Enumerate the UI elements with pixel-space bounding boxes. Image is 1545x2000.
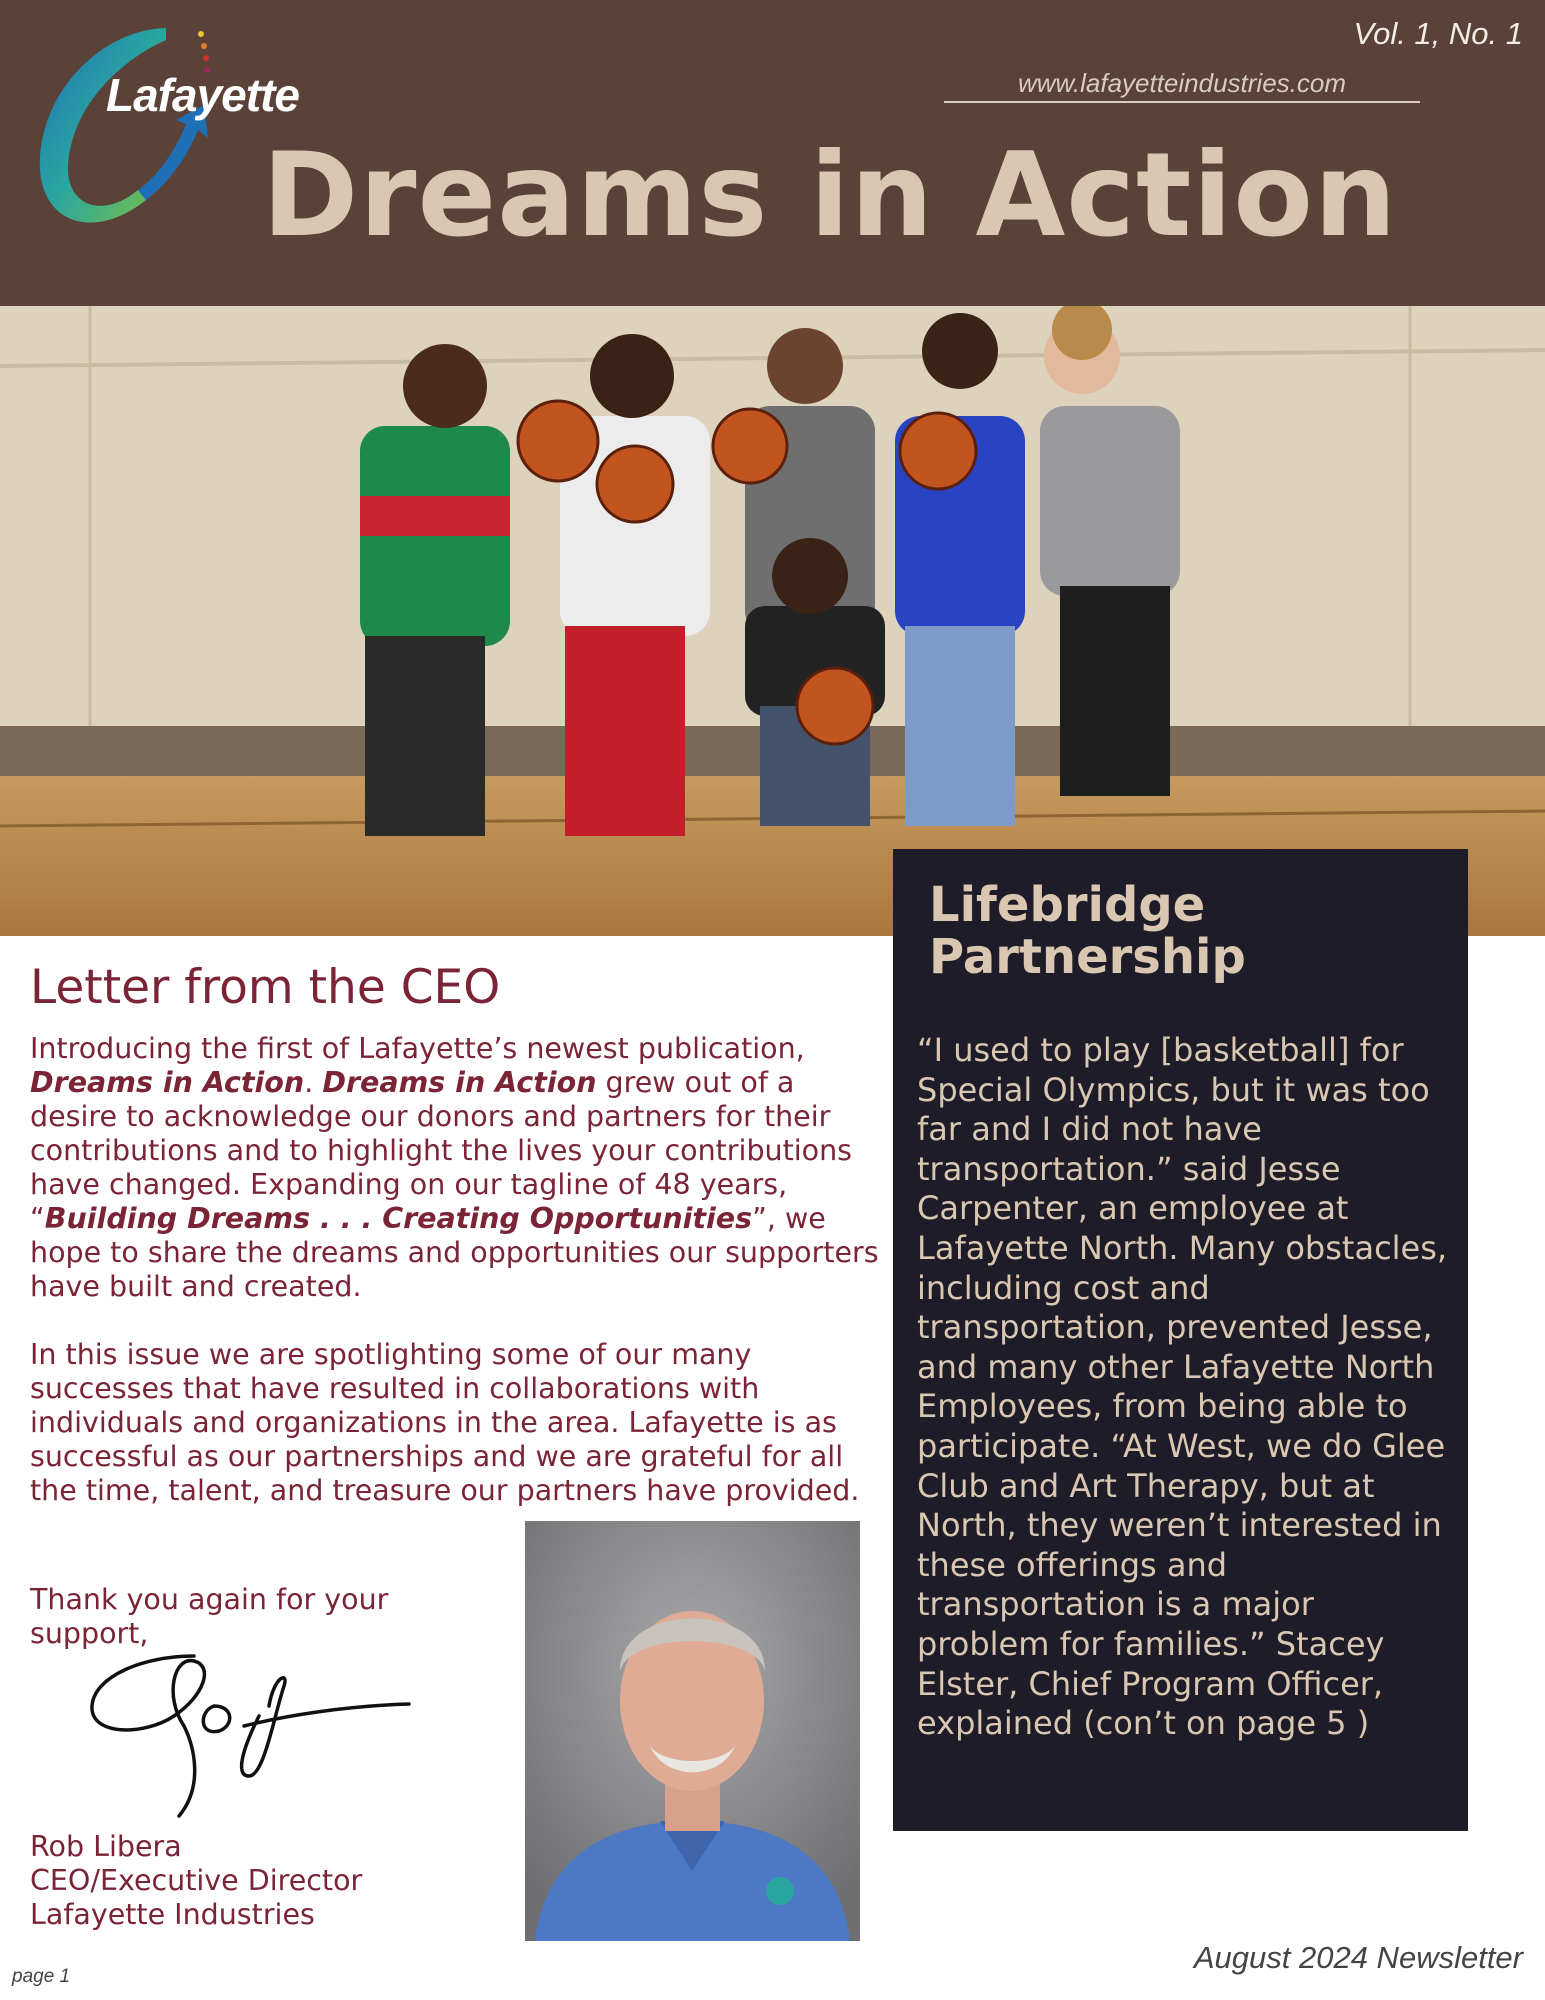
masthead-banner bbox=[0, 0, 1545, 306]
lifebridge-sidebar bbox=[893, 849, 1468, 1831]
sidebar-body: “I used to play [basketball] for Special Olympics, but it was too far and I did not have transportation.” said Jesse Carpenter, an employee at Lafayette North. Many obstacles, including cost and transportation, prevented Jesse, and many other Lafayette North Employees, from being able to participate. “At West, we do Glee Club and Art Therapy, but at North, they weren’t interested in these offerings and transportation is a major problem for families.” Stacey Elster, Chief Program Officer, explained (con’t on page 5 ) bbox=[917, 1031, 1448, 1743]
ceo-signature-block bbox=[30, 1830, 362, 1932]
letter-paragraph-2: In this issue we are spotlighting some of our many successes that have resulted in collaborations with individuals and organizations in the area. Lafayette is as successful as our partnerships and we are grateful for all the time, talent, and treasure our partners have provided. bbox=[30, 1338, 860, 1507]
sidebar-heading bbox=[929, 879, 1246, 983]
logo-wordmark: Lafayette bbox=[106, 69, 299, 121]
publication-name: Dreams in Action bbox=[322, 1066, 597, 1099]
ceo-signature bbox=[84, 1636, 414, 1826]
group-photo-basketball bbox=[0, 306, 1545, 936]
letter-closing: Thank you again for your support, bbox=[30, 1583, 389, 1650]
ceo-name: Rob Libera bbox=[30, 1830, 182, 1863]
lafayette-logo-icon bbox=[26, 20, 296, 250]
sidebar-heading-line: Partnership bbox=[929, 929, 1246, 985]
publication-name: Dreams in Action bbox=[30, 1066, 305, 1099]
letter-text: ”, we hope to share the dreams and opportunities our supporters have built and created. bbox=[30, 1202, 879, 1303]
newsletter-edition: August 2024 Newsletter bbox=[1193, 1940, 1523, 1975]
ceo-portrait bbox=[525, 1521, 860, 1941]
volume-number: Vol. 1, No. 1 bbox=[1353, 16, 1523, 51]
letter-text: . bbox=[304, 1066, 323, 1099]
ceo-role: CEO/Executive Director bbox=[30, 1864, 363, 1897]
letter-text: Introducing the first of Lafayette’s newest publication, bbox=[30, 1032, 805, 1065]
newsletter-title: Dreams in Action bbox=[262, 128, 1398, 263]
letter-paragraph-1 bbox=[30, 1032, 890, 1304]
letter-body bbox=[30, 1032, 890, 1542]
website-link[interactable]: www.lafayetteindustries.com bbox=[944, 68, 1420, 103]
tagline: Building Dreams . . . Creating Opportunities bbox=[44, 1202, 753, 1235]
letter-text: grew out of a desire to acknowledge our donors and partners for their contributions and to highlight the lives your contributions have changed. Expanding on our tagline of 48 years, “ bbox=[30, 1066, 853, 1235]
sidebar-heading-line: Lifebridge bbox=[929, 877, 1206, 933]
ceo-organization: Lafayette Industries bbox=[30, 1898, 315, 1931]
letter-heading: Letter from the CEO bbox=[30, 960, 501, 1015]
page-number: page 1 bbox=[12, 1966, 71, 1987]
